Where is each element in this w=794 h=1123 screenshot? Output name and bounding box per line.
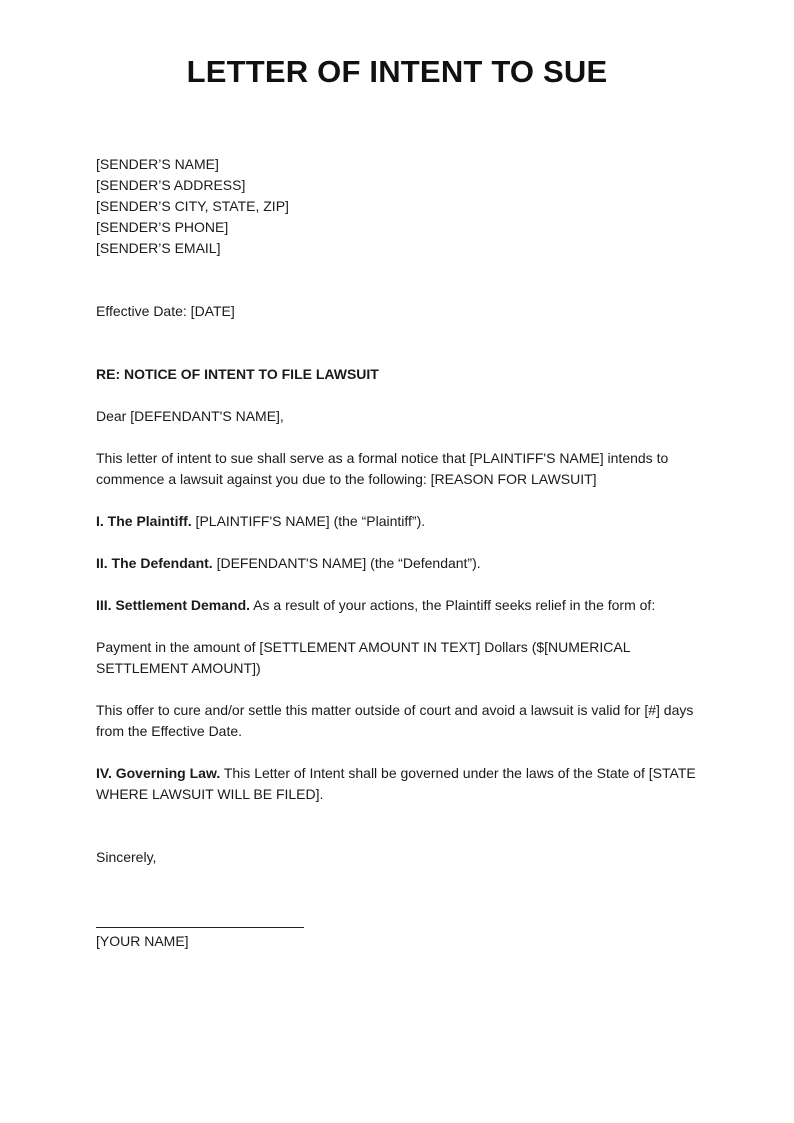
section-governing-law-heading: IV. Governing Law. <box>96 765 221 781</box>
section-defendant <box>96 553 716 574</box>
section-governing-law <box>96 763 716 805</box>
section-defendant-text: [DEFENDANT'S NAME] (the “Defendant”). <box>212 555 481 571</box>
signature-name: [YOUR NAME] <box>96 933 189 949</box>
section-governing-law-text: This Letter of Intent shall be governed under the laws of the State of [STATE WHERE LAWSUIT WILL BE FILED]. <box>96 765 696 802</box>
salutation: Dear [DEFENDANT'S NAME], <box>96 408 284 424</box>
section-plaintiff-heading: I. The Plaintiff. <box>96 513 192 529</box>
section-plaintiff <box>96 511 716 532</box>
sender-block <box>96 154 716 259</box>
section-settlement-text: As a result of your actions, the Plaintiff seeks relief in the form of: <box>250 597 656 613</box>
signature-line <box>96 927 304 928</box>
effective-date: Effective Date: [DATE] <box>96 303 235 319</box>
offer-paragraph: This offer to cure and/or settle this matter outside of court and avoid a lawsuit is valid for [#] days from the Effective Date. <box>96 702 694 739</box>
re-line: RE: NOTICE OF INTENT TO FILE LAWSUIT <box>96 366 379 382</box>
page-title: LETTER OF INTENT TO SUE <box>186 54 608 89</box>
payment-paragraph: Payment in the amount of [SETTLEMENT AMOUNT IN TEXT] Dollars ($[NUMERICAL SETTLEMENT AMOUNT]) <box>96 639 630 676</box>
intro-paragraph: This letter of intent to sue shall serve as a formal notice that [PLAINTIFF'S NAME] intends to commence a lawsuit against you due to the following: [REASON FOR LAWSUIT] <box>96 450 669 487</box>
section-plaintiff-text: [PLAINTIFF'S NAME] (the “Plaintiff”). <box>191 513 426 529</box>
section-settlement-heading: III. Settlement Demand. <box>96 597 251 613</box>
sender-name: [SENDER’S NAME] <box>96 156 219 172</box>
sender-email: [SENDER’S EMAIL] <box>96 240 221 256</box>
sender-city-state-zip: [SENDER’S CITY, STATE, ZIP] <box>96 198 289 214</box>
closing: Sincerely, <box>96 849 157 865</box>
sender-phone: [SENDER’S PHONE] <box>96 219 229 235</box>
sender-address: [SENDER’S ADDRESS] <box>96 177 246 193</box>
section-defendant-heading: II. The Defendant. <box>96 555 213 571</box>
section-settlement <box>96 595 716 616</box>
